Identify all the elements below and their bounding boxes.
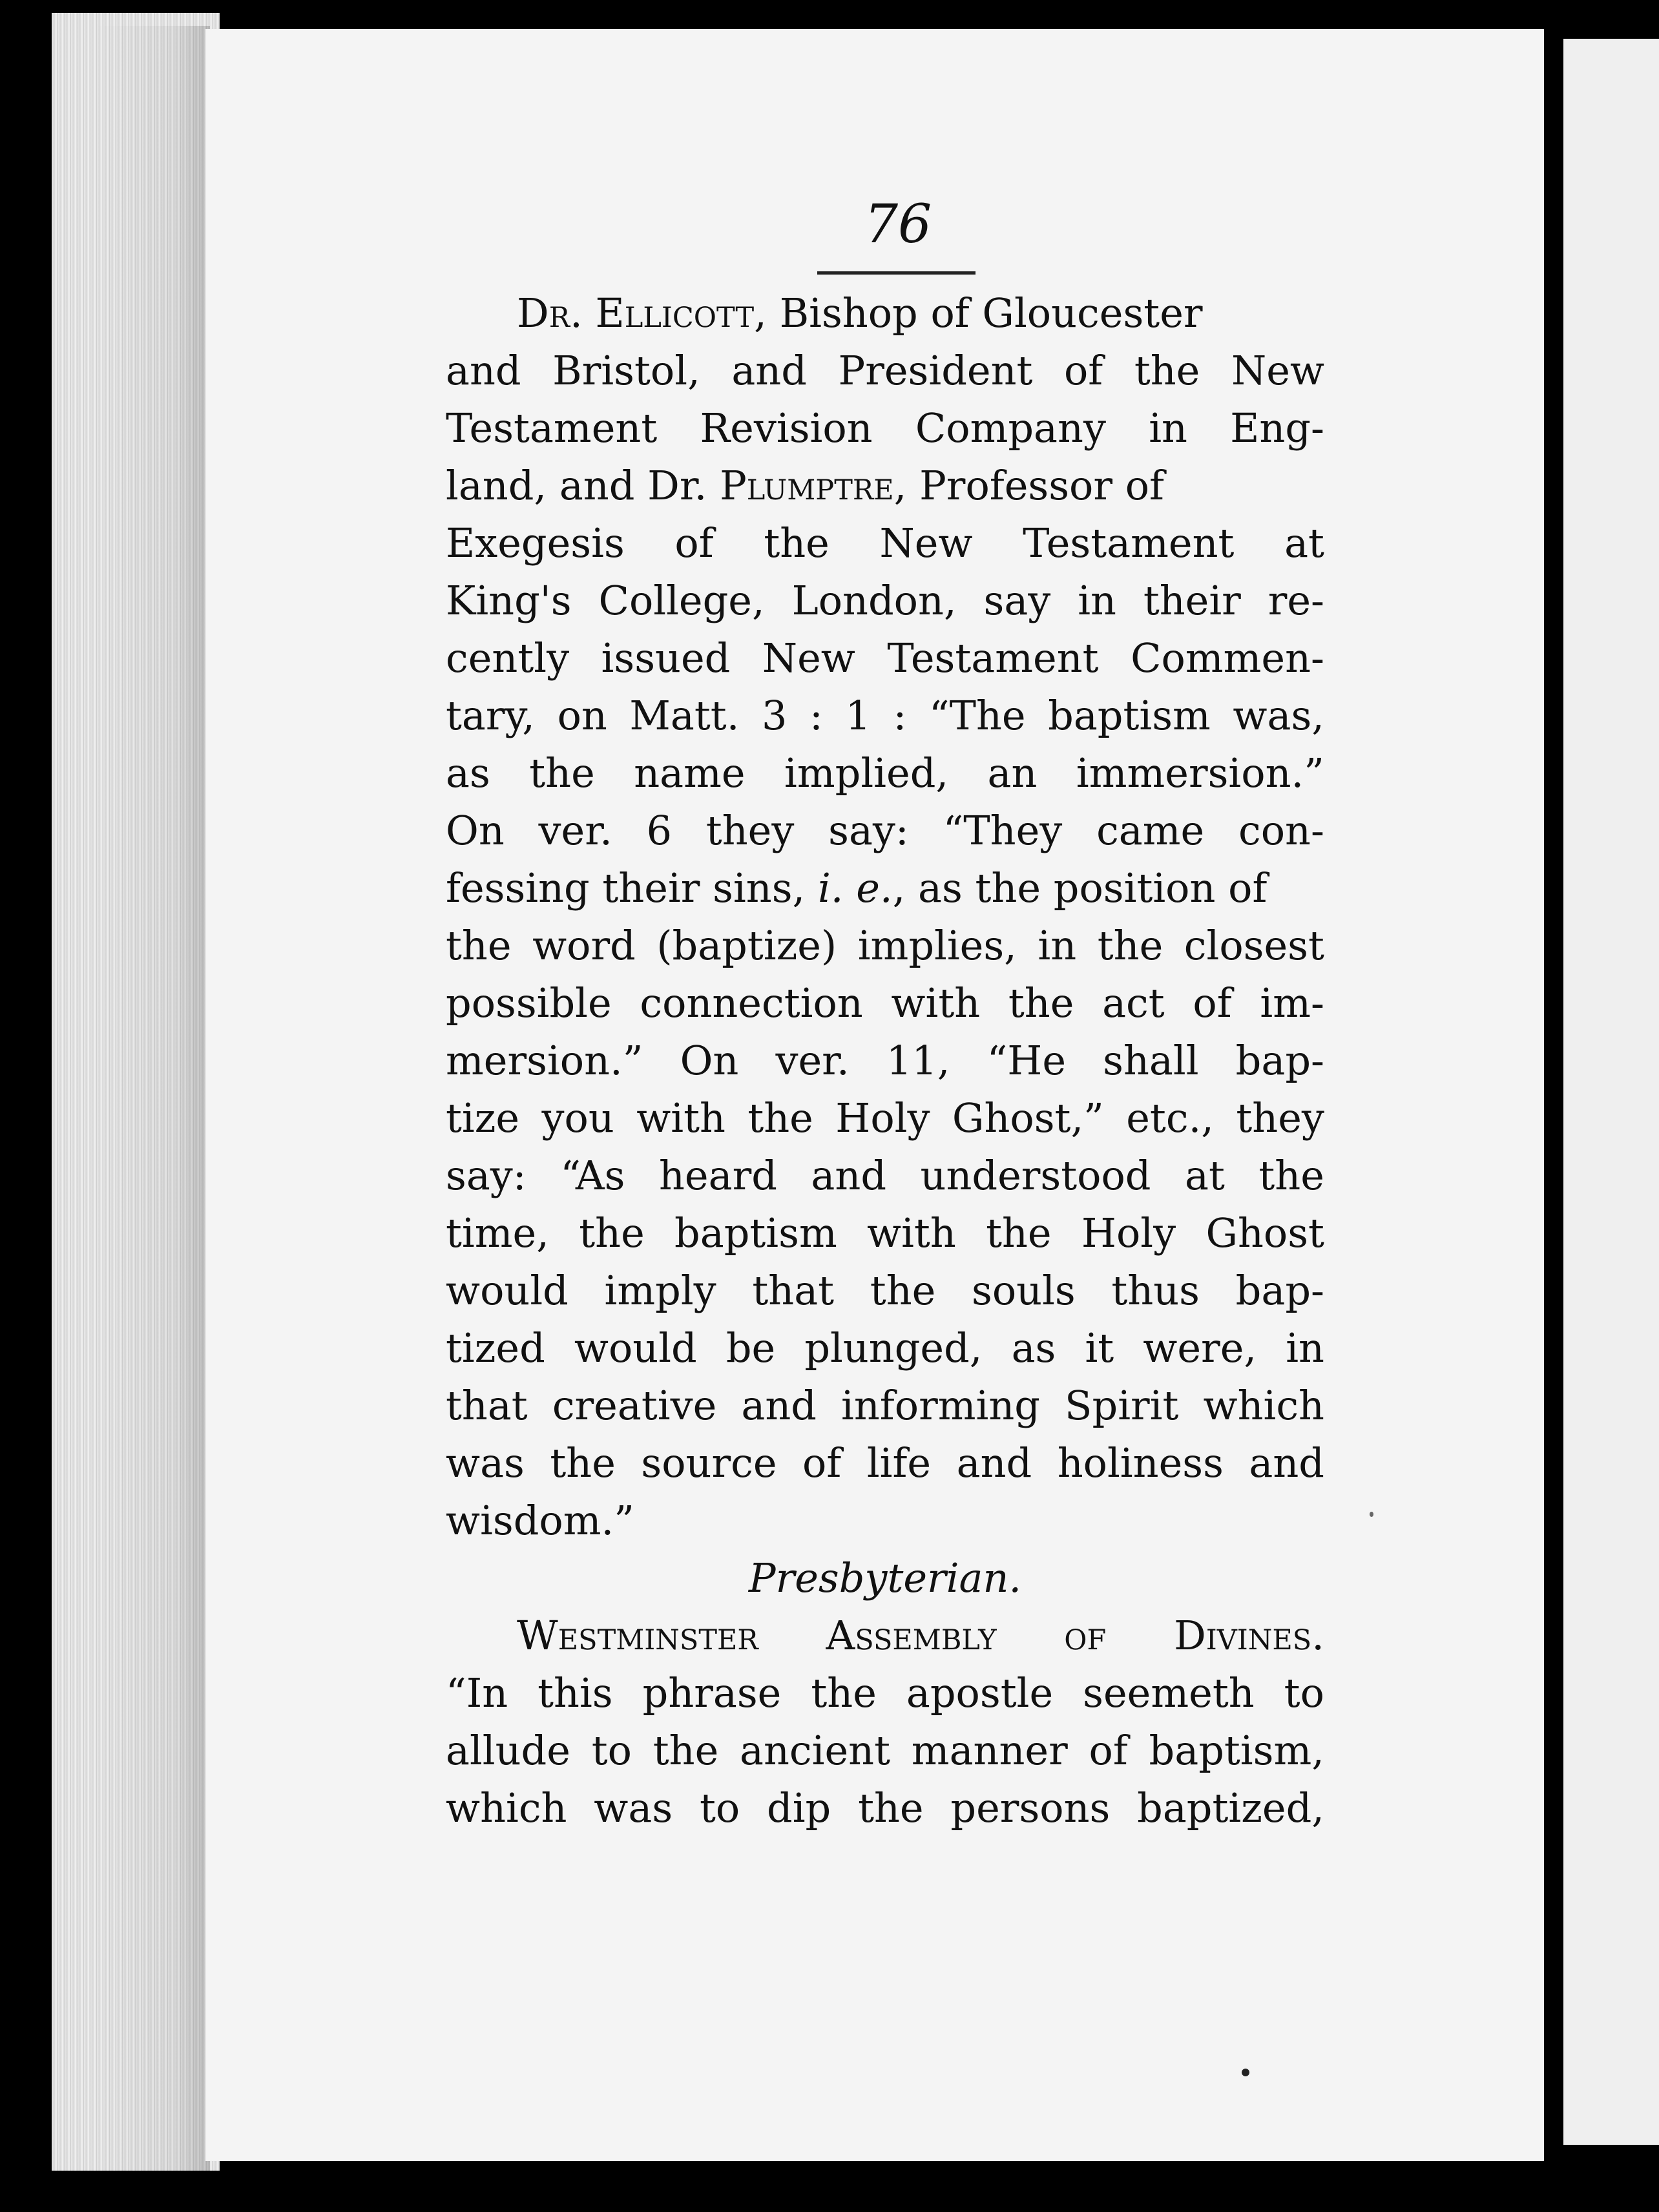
- text-line: On ver. 6 they say: “They came con-: [446, 807, 1324, 854]
- text-line: Testament Revision Company in Eng-: [446, 404, 1324, 452]
- section-heading: Presbyterian.: [748, 1554, 1022, 1602]
- text-line: wisdom.”: [446, 1497, 634, 1544]
- text-line: time, the baptism with the Holy Ghost: [446, 1209, 1324, 1257]
- text-line: cently issued New Testament Commen-: [446, 634, 1324, 682]
- page-edge-shadow: [94, 26, 210, 2177]
- text-line: allude to the ancient manner of baptism,: [446, 1727, 1324, 1774]
- text-line: say: “As heard and understood at the: [446, 1152, 1324, 1199]
- text-line: “In this phrase the apostle seemeth to: [446, 1669, 1324, 1716]
- ink-speck: [1370, 1512, 1373, 1517]
- text-line: was the source of life and holiness and: [446, 1439, 1324, 1487]
- facing-page-edge: [1563, 39, 1659, 2145]
- text-line: Exegesis of the New Testament at: [446, 519, 1324, 567]
- text-line: mersion.” On ver. 11, “He shall bap-: [446, 1037, 1324, 1084]
- body-text: [446, 284, 1324, 1837]
- text-line: which was to dip the persons baptized,: [446, 1784, 1324, 1831]
- text-line: would imply that the souls thus bap-: [446, 1267, 1324, 1314]
- ie-abbrev: i. e.: [817, 864, 893, 912]
- line-4-post: , Professor of: [893, 462, 1164, 509]
- text-line: possible connection with the act of im-: [446, 979, 1324, 1027]
- text-line: [446, 457, 1324, 514]
- ink-dot: [1242, 2069, 1249, 2076]
- text-line: the word (baptize) implies, in the closest: [446, 922, 1324, 969]
- line-11-post: , as the position of: [892, 864, 1268, 912]
- line-11-pre: fessing their sins,: [446, 864, 806, 912]
- header-rule: [817, 271, 976, 275]
- text-line: King's College, London, say in their re-: [446, 577, 1324, 624]
- text-line: that creative and informing Spirit which: [446, 1382, 1324, 1429]
- text-line: and Bristol, and President of the New: [446, 347, 1324, 394]
- page-number: 76: [864, 194, 932, 255]
- text-line: [446, 859, 1324, 917]
- heading-westminster: Westminster Assembly of Divines.: [517, 1612, 1324, 1659]
- text-line: [446, 284, 1324, 342]
- text-line: tary, on Matt. 3 : 1 : “The baptism was,: [446, 692, 1324, 739]
- line-1-rest: , Bishop of Gloucester: [754, 289, 1203, 337]
- name-ellicott: Dr. Ellicott: [517, 289, 755, 337]
- name-plumptre: Plumptre: [720, 462, 894, 509]
- text-line: tized would be plunged, as it were, in: [446, 1324, 1324, 1372]
- line-4-pre: land, and Dr.: [446, 462, 707, 509]
- text-line: tize you with the Holy Ghost,” etc., they: [446, 1094, 1324, 1142]
- text-line: as the name implied, an immersion.”: [446, 749, 1324, 797]
